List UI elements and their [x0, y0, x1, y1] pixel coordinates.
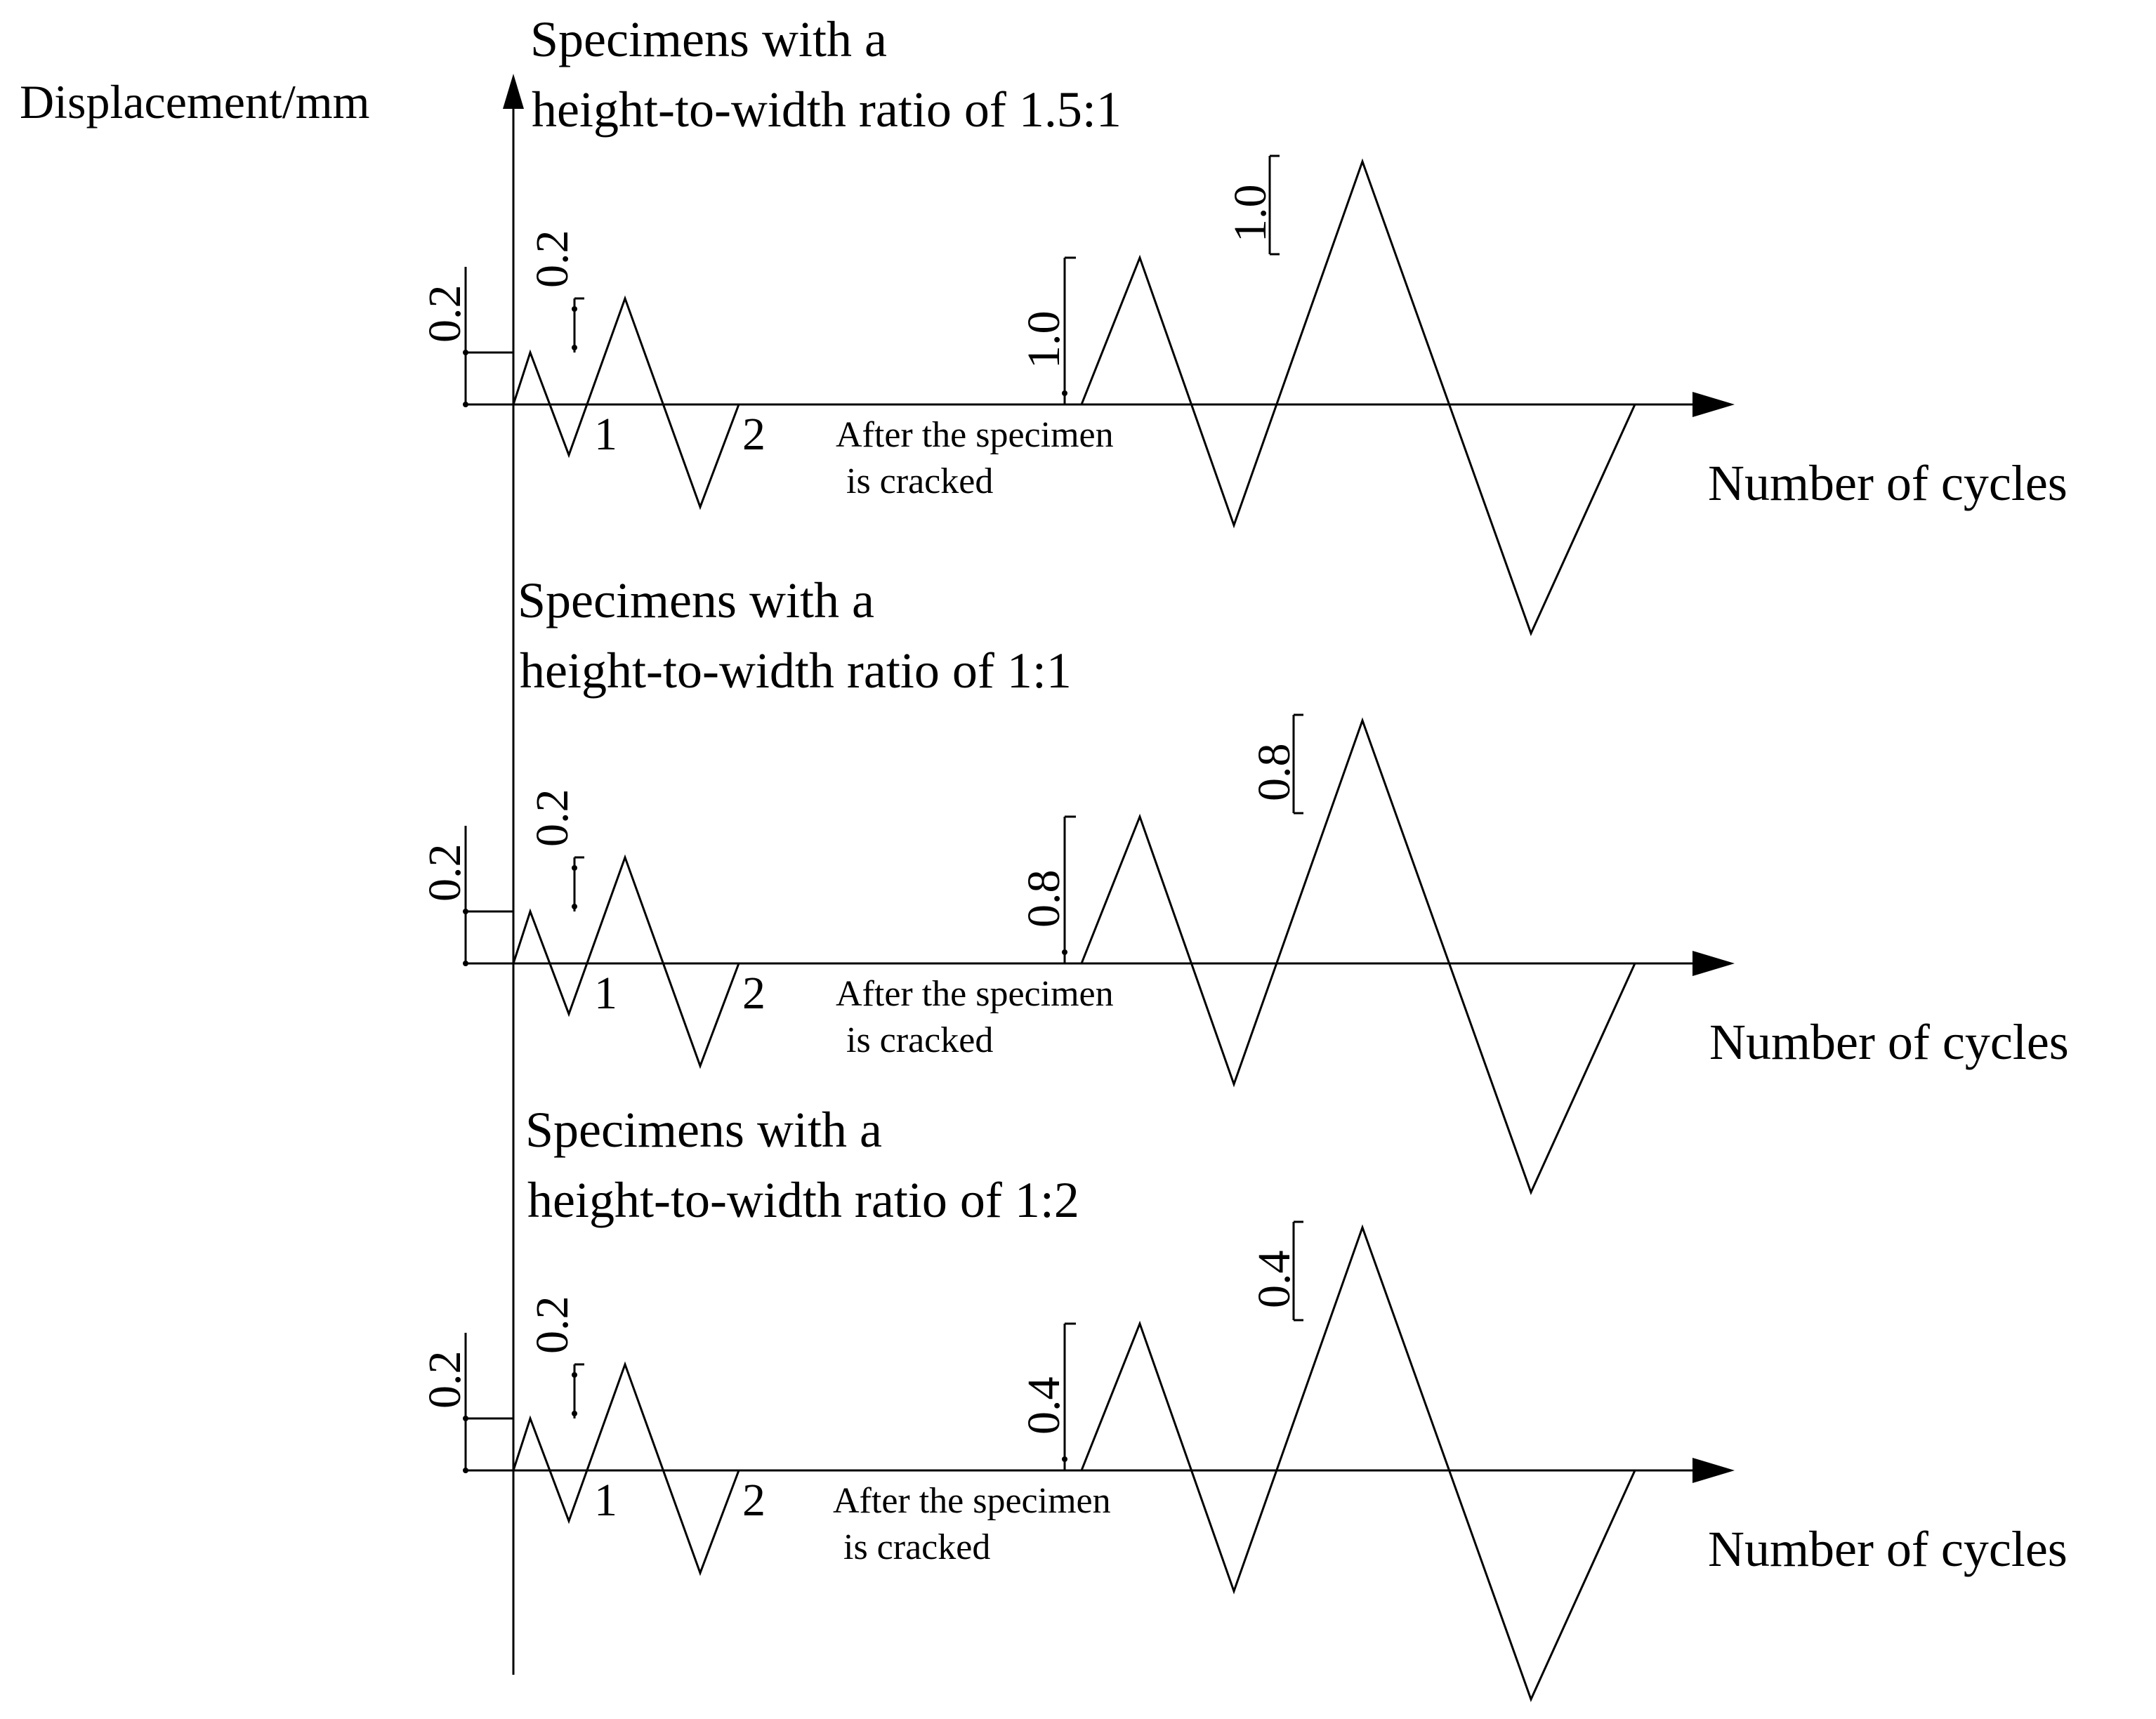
cracked-note-line2: is cracked — [843, 1527, 991, 1567]
panel-title-line2: height-to-width ratio of 1:1 — [520, 643, 1072, 699]
cracked-note-line1: After the specimen — [833, 1481, 1111, 1521]
cycle-label-1: 1 — [594, 409, 617, 460]
panel-title-line1: Specimens with a — [518, 572, 874, 628]
x-axis-label: Number of cycles — [1709, 1014, 2069, 1070]
pre-crack-waveform — [513, 1364, 739, 1573]
dimension-left-value: 0.2 — [419, 1350, 471, 1409]
pre-crack-waveform — [513, 298, 739, 507]
dimension-increment-pre-value: 0.2 — [527, 230, 578, 288]
panel-title-line2: height-to-width ratio of 1:2 — [527, 1172, 1079, 1228]
panel-title-line2: height-to-width ratio of 1.5:1 — [532, 81, 1122, 138]
dimension-post-crack-1-value: 1.0 — [1018, 310, 1070, 369]
cycle-label-1: 1 — [594, 968, 617, 1019]
dimension-post-crack-1 — [1018, 258, 1076, 404]
dimension-left — [419, 267, 513, 407]
panel-3 — [419, 1102, 2068, 1699]
post-crack-waveform — [1082, 720, 1635, 1192]
panel-title-line1: Specimens with a — [525, 1102, 882, 1158]
cycle-label-2: 2 — [742, 409, 765, 460]
cycle-label-2: 2 — [742, 1475, 765, 1526]
panel-2 — [419, 572, 2069, 1192]
dimension-post-crack-2 — [1249, 1222, 1303, 1320]
x-axis-label: Number of cycles — [1708, 455, 2068, 511]
dimension-post-crack-2 — [1225, 156, 1280, 254]
dimension-left-value: 0.2 — [419, 843, 471, 902]
pre-crack-waveform — [513, 857, 739, 1066]
cycle-label-1: 1 — [594, 1475, 617, 1526]
post-crack-waveform — [1082, 1227, 1635, 1699]
dimension-post-crack-2-value: 0.8 — [1249, 743, 1300, 801]
dimension-post-crack-1 — [1018, 817, 1076, 963]
x-axis-arrow — [1692, 1458, 1735, 1483]
x-axis-arrow — [1692, 951, 1735, 976]
dimension-increment-pre — [527, 789, 584, 912]
x-axis-arrow — [1692, 392, 1735, 417]
y-axis-arrow — [503, 74, 524, 109]
y-axis-label: Displacement/mm — [20, 75, 370, 129]
dimension-post-crack-2-value: 1.0 — [1225, 184, 1276, 242]
cycle-label-2: 2 — [742, 968, 765, 1019]
post-crack-waveform — [1082, 162, 1635, 633]
dimension-increment-pre-value: 0.2 — [527, 1296, 578, 1354]
cracked-note-line1: After the specimen — [836, 974, 1114, 1014]
x-axis-label: Number of cycles — [1708, 1521, 2068, 1577]
dimension-increment-pre-value: 0.2 — [527, 789, 578, 847]
dimension-increment-pre — [527, 230, 584, 353]
dimension-post-crack-1-value: 0.8 — [1018, 869, 1070, 928]
panel-title-line1: Specimens with a — [530, 11, 887, 67]
dimension-post-crack-1-value: 0.4 — [1018, 1376, 1070, 1435]
panel-1 — [419, 11, 2068, 633]
cracked-note-line2: is cracked — [846, 1020, 994, 1060]
dimension-left — [419, 1333, 513, 1473]
cracked-note-line2: is cracked — [846, 461, 994, 501]
cracked-note-line1: After the specimen — [836, 415, 1114, 455]
dimension-post-crack-2-value: 0.4 — [1249, 1250, 1300, 1308]
dimension-post-crack-2 — [1249, 715, 1303, 813]
dimension-post-crack-1 — [1018, 1324, 1076, 1470]
dimension-increment-pre — [527, 1296, 584, 1419]
dimension-left — [419, 826, 513, 966]
dimension-left-value: 0.2 — [419, 284, 471, 343]
